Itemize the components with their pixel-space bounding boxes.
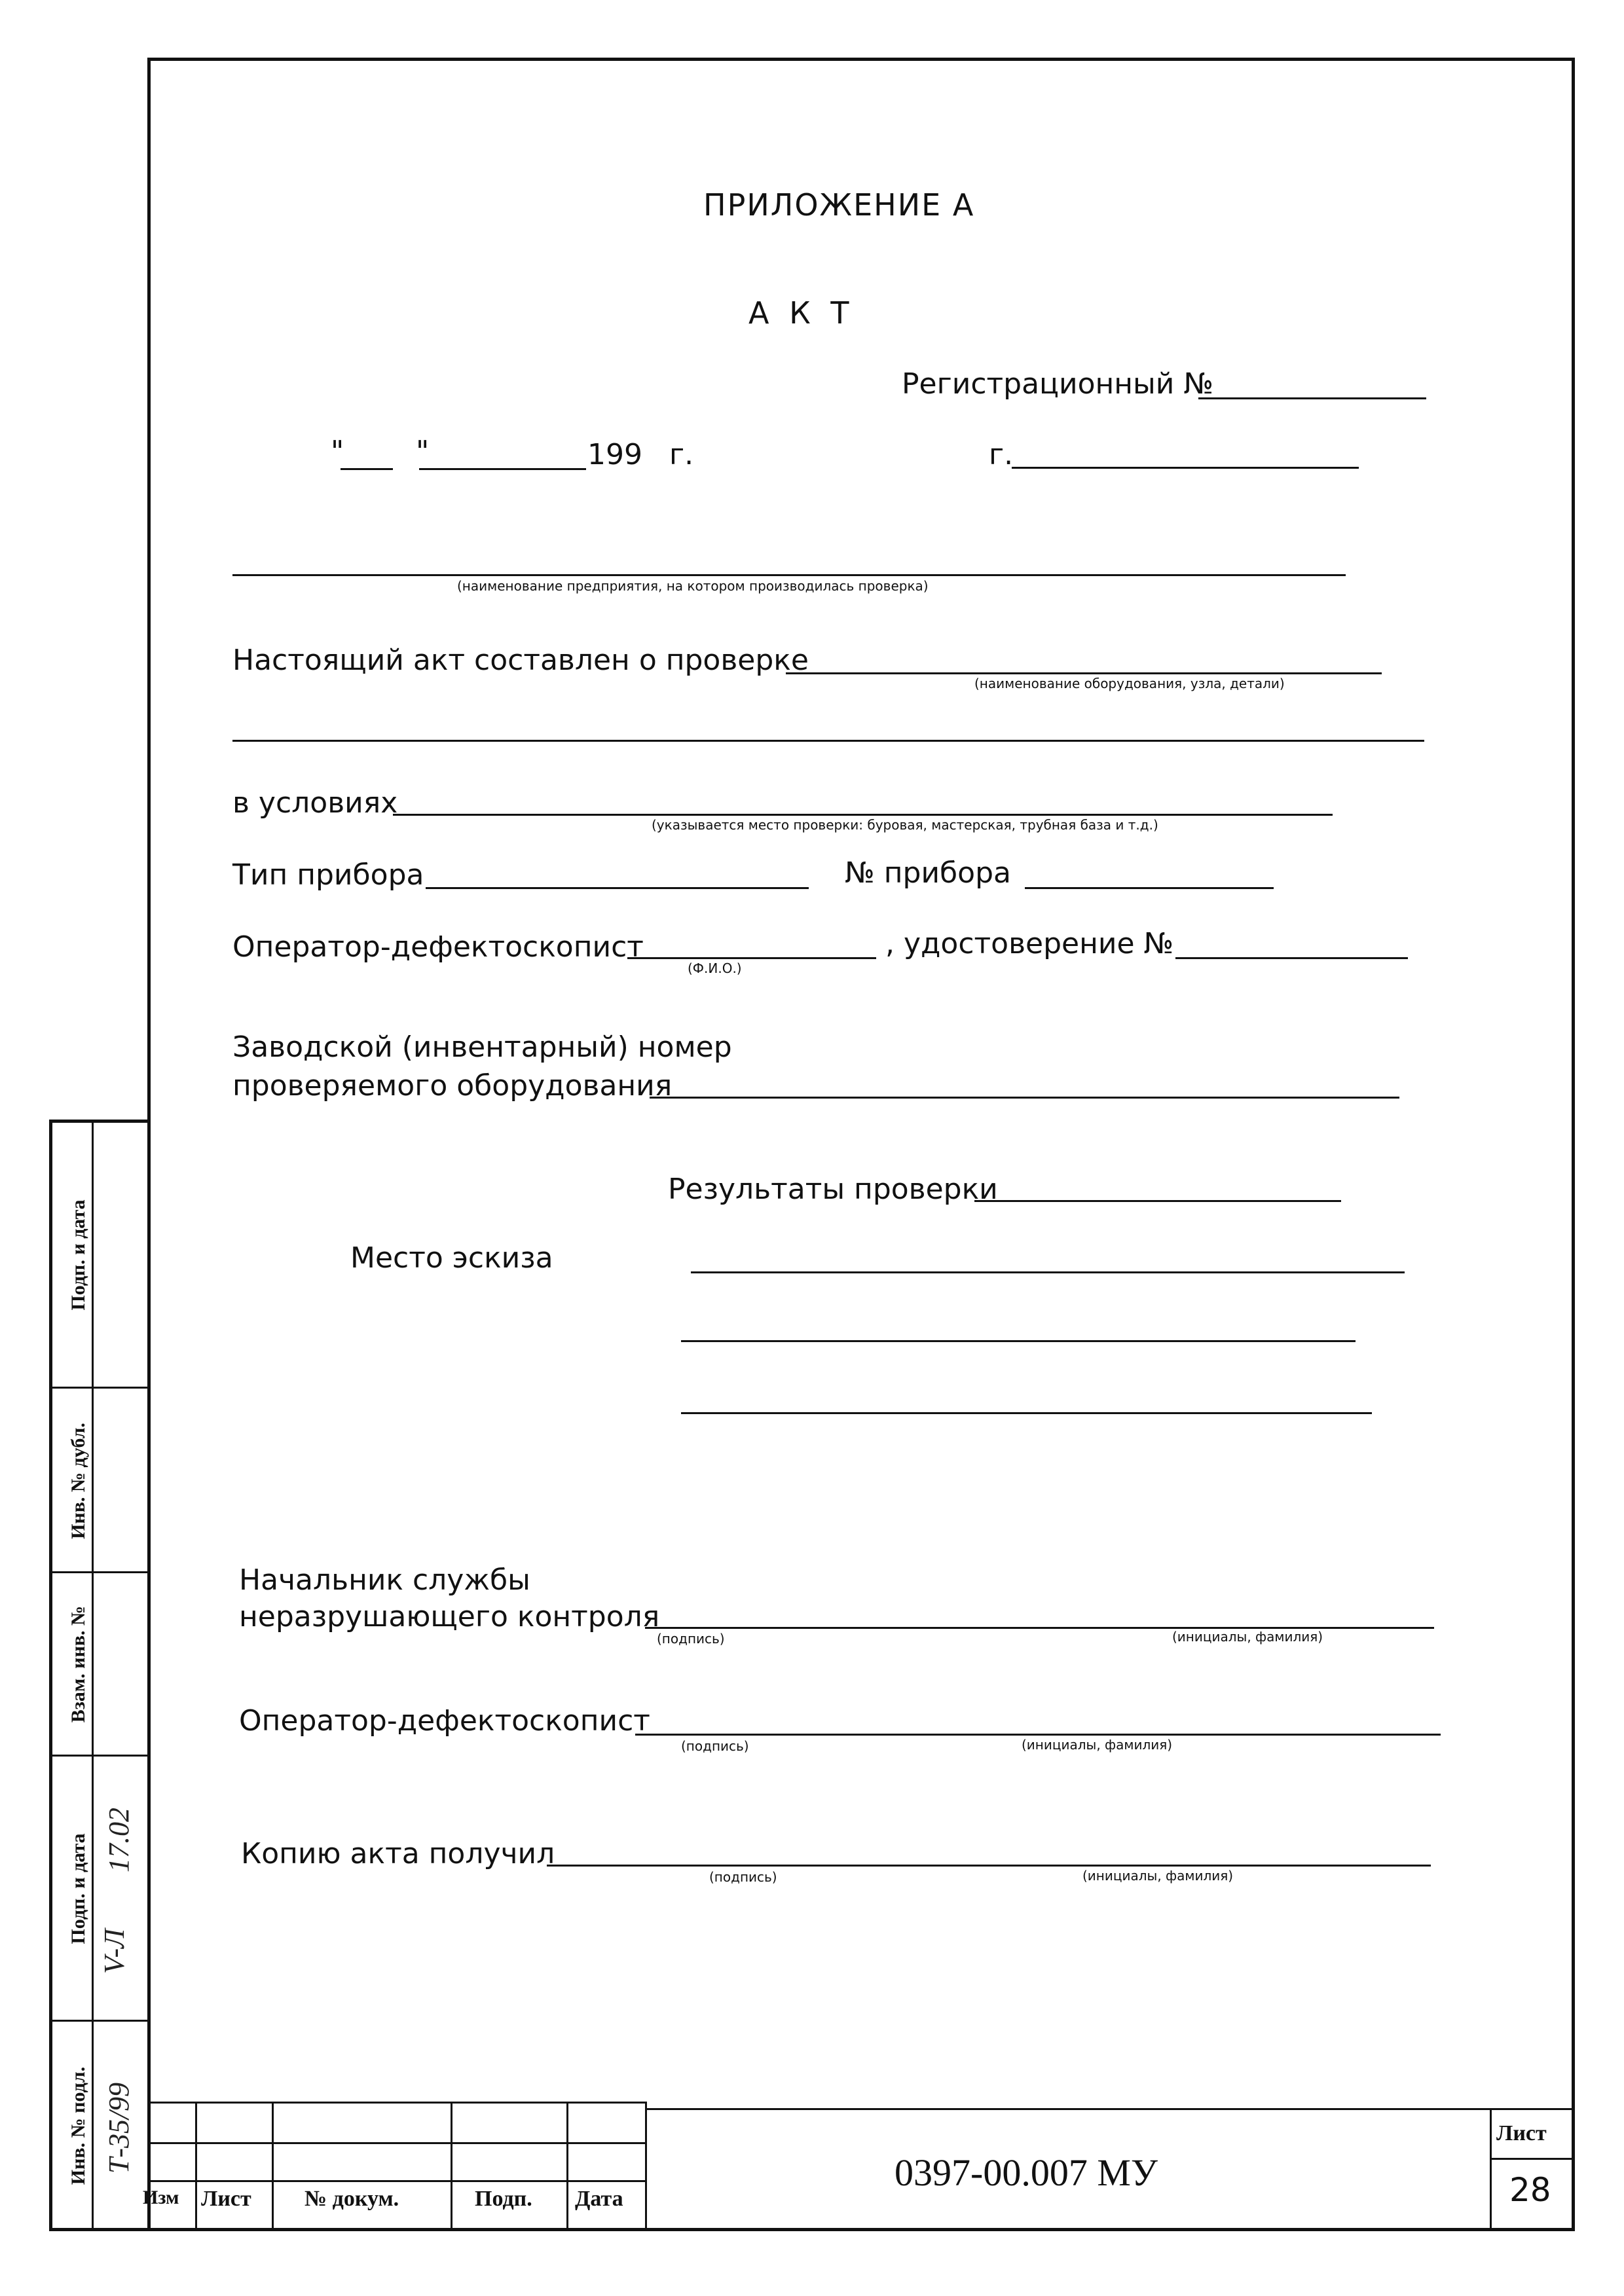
col-doc-no: № докум. <box>304 2187 399 2211</box>
title-block-top-right <box>645 2108 1575 2110</box>
device-type-field[interactable] <box>426 887 809 889</box>
operator2-label: Оператор-дефектоскопист <box>239 1704 650 1738</box>
check-field[interactable] <box>786 672 1382 674</box>
chief-initials-note: (инициалы, фамилия) <box>1172 1629 1323 1645</box>
sketch-label: Место эскиза <box>350 1241 553 1275</box>
copy-label: Копию акта получил <box>241 1837 555 1870</box>
title-block-col <box>451 2102 452 2231</box>
date-quote-close: " <box>416 435 430 468</box>
title-block-col <box>566 2102 568 2231</box>
results-field-4[interactable] <box>681 1412 1372 1414</box>
side-stamp <box>49 1120 147 2231</box>
chief-signature-note: (подпись) <box>657 1631 725 1647</box>
side-stamp-row <box>49 1755 147 1757</box>
city-field[interactable] <box>1012 467 1359 469</box>
side-label-dup-inv: Инв. № дубл. <box>67 1423 89 1539</box>
results-label: Результаты проверки <box>668 1173 998 1206</box>
registration-field[interactable] <box>1198 397 1426 399</box>
device-no-label: № прибора <box>845 856 1011 890</box>
handwritten-date: 17.02 <box>103 1808 135 1872</box>
device-no-field[interactable] <box>1025 887 1274 889</box>
title-block-row <box>147 2142 645 2144</box>
side-stamp-row <box>49 2020 147 2022</box>
side-stamp-row <box>49 1571 147 1573</box>
conditions-note: (указывается место проверки: буровая, мастерская, трубная база и т.д.) <box>652 817 1158 833</box>
check-label: Настоящий акт составлен о проверке <box>232 644 809 677</box>
chief-label-line2: неразрушающего контроля <box>239 1600 660 1633</box>
date-year: 199 <box>587 438 642 471</box>
date-quote-open: " <box>331 435 344 468</box>
title-block-col <box>272 2102 274 2231</box>
document-code: 0397-00.007 МУ <box>895 2151 1158 2194</box>
date-month-field[interactable] <box>419 468 586 470</box>
operator-label: Оператор-дефектоскопист <box>232 930 644 964</box>
side-label-replace-inv: Взам. инв. № <box>67 1605 89 1723</box>
page-frame <box>147 58 1575 2231</box>
date-year-suffix: г. <box>669 438 694 471</box>
operator-name-field[interactable] <box>627 957 876 959</box>
title-block-row <box>147 2180 645 2182</box>
certificate-field[interactable] <box>1175 957 1408 959</box>
conditions-label: в условиях <box>232 786 398 820</box>
conditions-field[interactable] <box>393 814 1333 816</box>
sheet-number: 28 <box>1509 2171 1551 2209</box>
col-izm: Изм <box>143 2187 179 2208</box>
serial-label-line1: Заводской (инвентарный) номер <box>232 1030 732 1064</box>
handwritten-inventory-no: Т-35/99 <box>103 2082 136 2174</box>
serial-field[interactable] <box>650 1097 1399 1099</box>
chief-label-line1: Начальник службы <box>239 1563 530 1597</box>
copy-initials-note: (инициалы, фамилия) <box>1082 1868 1234 1884</box>
side-stamp-row <box>49 1387 147 1389</box>
operator2-initials-note: (инициалы, фамилия) <box>1022 1737 1173 1753</box>
title-block-col <box>195 2102 197 2231</box>
results-field-3[interactable] <box>681 1340 1356 1342</box>
side-stamp-divider <box>92 1120 94 2231</box>
document-title: А К Т <box>748 295 855 331</box>
results-field-2[interactable] <box>691 1271 1405 1273</box>
fio-note: (Ф.И.О.) <box>688 960 742 976</box>
title-block-sheet-row <box>1490 2158 1575 2160</box>
title-block-top <box>147 2102 645 2104</box>
serial-label-line2: проверяемого оборудования <box>232 1069 673 1102</box>
copy-signature-field[interactable] <box>547 1865 1431 1867</box>
registration-label: Регистрационный № <box>902 367 1214 401</box>
side-label-sign-date-1: Подп. и дата <box>67 1199 89 1311</box>
enterprise-note: (наименование предприятия, на котором производилась проверка) <box>457 578 929 594</box>
col-date: Дата <box>575 2187 623 2211</box>
check-note: (наименование оборудования, узла, детали) <box>974 676 1285 691</box>
results-field-1[interactable] <box>974 1200 1341 1202</box>
side-label-sign-date-2: Подп. и дата <box>67 1833 89 1944</box>
copy-signature-note: (подпись) <box>709 1869 777 1885</box>
date-day-field[interactable] <box>341 468 393 470</box>
operator2-signature-note: (подпись) <box>681 1738 749 1754</box>
certificate-label: , удостоверение № <box>885 927 1174 960</box>
check-field-2[interactable] <box>232 740 1424 742</box>
city-prefix: г. <box>989 438 1014 471</box>
appendix-title: ПРИЛОЖЕНИЕ А <box>703 187 975 223</box>
title-block-col <box>1490 2108 1492 2231</box>
side-label-orig-inv: Инв. № подл. <box>67 2066 89 2185</box>
col-sign: Подп. <box>475 2187 532 2211</box>
enterprise-field[interactable] <box>232 574 1346 576</box>
operator2-signature-field[interactable] <box>635 1734 1441 1736</box>
device-type-label: Тип прибора <box>232 858 424 892</box>
col-list: Лист <box>201 2187 251 2211</box>
sheet-label: Лист <box>1496 2121 1547 2145</box>
handwritten-signature: V-Л <box>98 1929 130 1974</box>
title-block-col <box>645 2102 647 2231</box>
